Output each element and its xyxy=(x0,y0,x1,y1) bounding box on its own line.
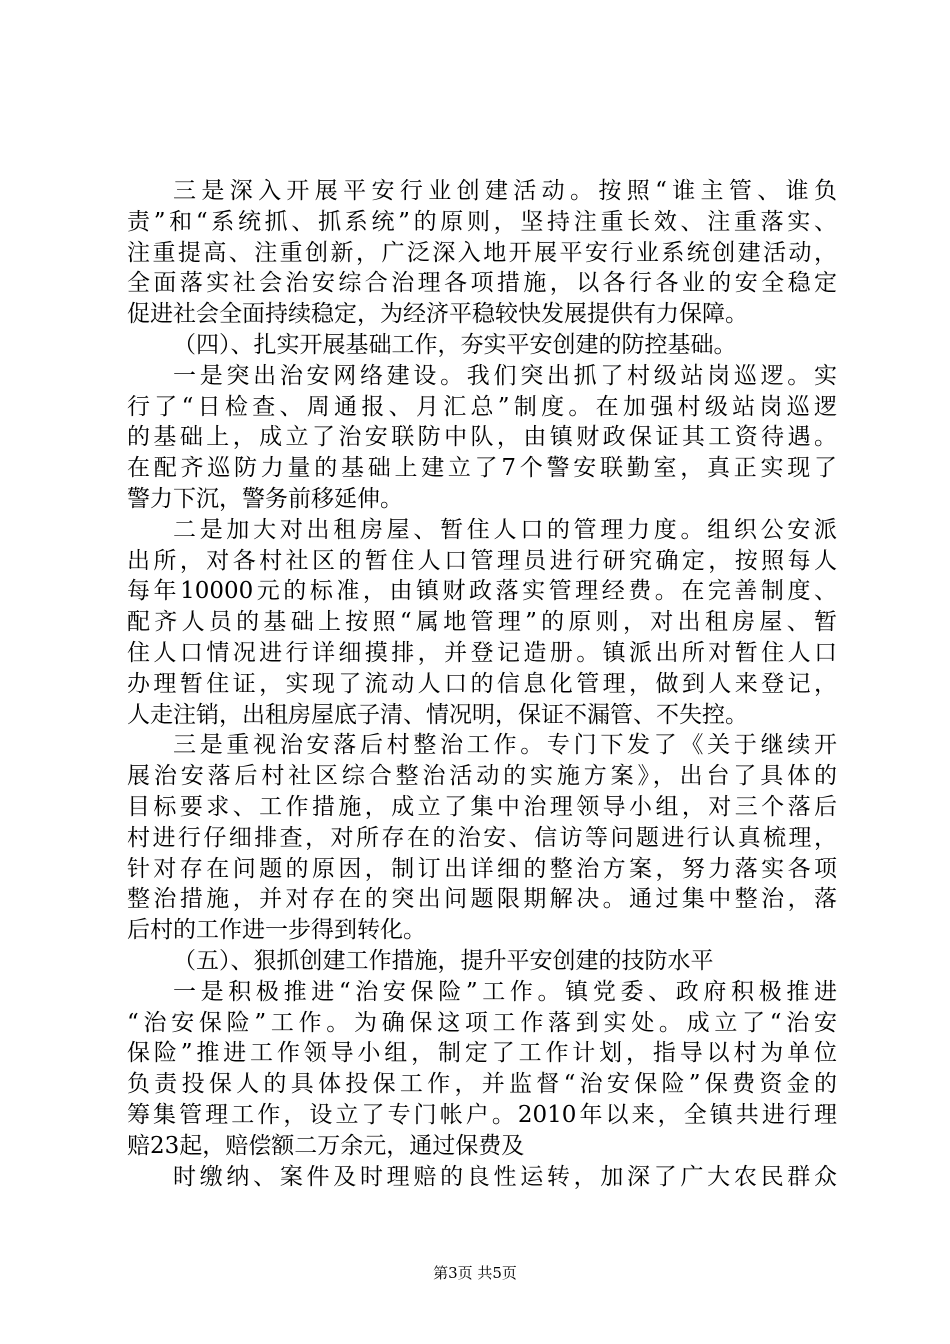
text-line: 时缴纳、案件及时理赔的良性运转，加深了广大农民群众 xyxy=(173,1163,837,1190)
text-line: 二是加大对出租房屋、暂住人口的管理力度。组织公安派 xyxy=(173,516,837,543)
text-line: 整治措施，并对存在的突出问题限期解决。通过集中整治，落 xyxy=(127,886,837,913)
text-line: 村进行仔细排查，对所存在的治安、信访等问题进行认真梳理， xyxy=(127,824,837,851)
text-line: 全面落实社会治安综合治理各项措施，以各行各业的安全稳定 xyxy=(127,270,837,297)
text-line: 一是突出治安网络建设。我们突出抓了村级站岗巡逻。实 xyxy=(173,362,837,389)
text-line: 每年10000元的标准，由镇财政落实管理经费。在完善制度、 xyxy=(127,578,837,605)
text-line: 责”和“系统抓、抓系统”的原则，坚持注重长效、注重落实、 xyxy=(127,208,837,235)
text-line: 人走注销，出租房屋底子清、情况明，保证不漏管、不失控。 xyxy=(127,701,748,728)
text-line: 后村的工作进一步得到转化。 xyxy=(127,917,426,944)
text-line: （四）、扎实开展基础工作，夯实平安创建的防控基础。 xyxy=(173,331,737,358)
text-line: 保险”推进工作领导小组，制定了工作计划，指导以村为单位 xyxy=(127,1040,837,1067)
text-line: 的基础上，成立了治安联防中队，由镇财政保证其工资待遇。 xyxy=(127,424,837,451)
text-line: 促进社会全面持续稳定，为经济平稳较快发展提供有力保障。 xyxy=(127,301,748,328)
text-line: 出所，对各村社区的暂住人口管理员进行研究确定，按照每人 xyxy=(127,547,837,574)
text-line: 目标要求、工作措施，成立了集中治理领导小组，对三个落后 xyxy=(127,793,837,820)
text-line: “治安保险”工作。为确保这项工作落到实处。成立了“治安 xyxy=(127,1009,837,1036)
text-line: 筹集管理工作，设立了专门帐户。2010年以来，全镇共进行理 xyxy=(127,1101,837,1128)
text-line: 三是深入开展平安行业创建活动。按照“谁主管、谁负 xyxy=(173,178,837,204)
text-line: 展治安落后村社区综合整治活动的实施方案》，出台了具体的 xyxy=(127,763,837,790)
text-line: 三是重视治安落后村整治工作。专门下发了《关于继续开 xyxy=(173,732,837,759)
text-line: 行了“日检查、周通报、月汇总”制度。在加强村级站岗巡逻 xyxy=(127,393,837,420)
text-line: 负责投保人的具体投保工作，并监督“治安保险”保费资金的 xyxy=(127,1071,837,1098)
page-footer: 第3页 共5页 xyxy=(433,1264,517,1282)
text-line: 警力下沉，警务前移延伸。 xyxy=(127,485,403,512)
text-line: 注重提高、注重创新，广泛深入地开展平安行业系统创建活动， xyxy=(127,239,837,266)
document-body xyxy=(127,176,837,1192)
text-line: 一是积极推进“治安保险”工作。镇党委、政府积极推进 xyxy=(173,978,837,1005)
text-line: （五）、狠抓创建工作措施，提升平安创建的技防水平 xyxy=(173,947,714,974)
text-line: 住人口情况进行详细摸排，并登记造册。镇派出所对暂住人口 xyxy=(127,639,837,666)
text-line: 办理暂住证，实现了流动人口的信息化管理，做到人来登记， xyxy=(127,670,837,697)
text-line: 针对存在问题的原因，制订出详细的整治方案，努力落实各项 xyxy=(127,855,837,882)
text-line: 配齐人员的基础上按照“属地管理”的原则，对出租房屋、暂 xyxy=(127,609,837,636)
text-line: 在配齐巡防力量的基础上建立了7个警安联勤室，真正实现了 xyxy=(127,455,837,482)
text-line: 赔23起，赔偿额二万余元，通过保费及 xyxy=(127,1132,525,1159)
